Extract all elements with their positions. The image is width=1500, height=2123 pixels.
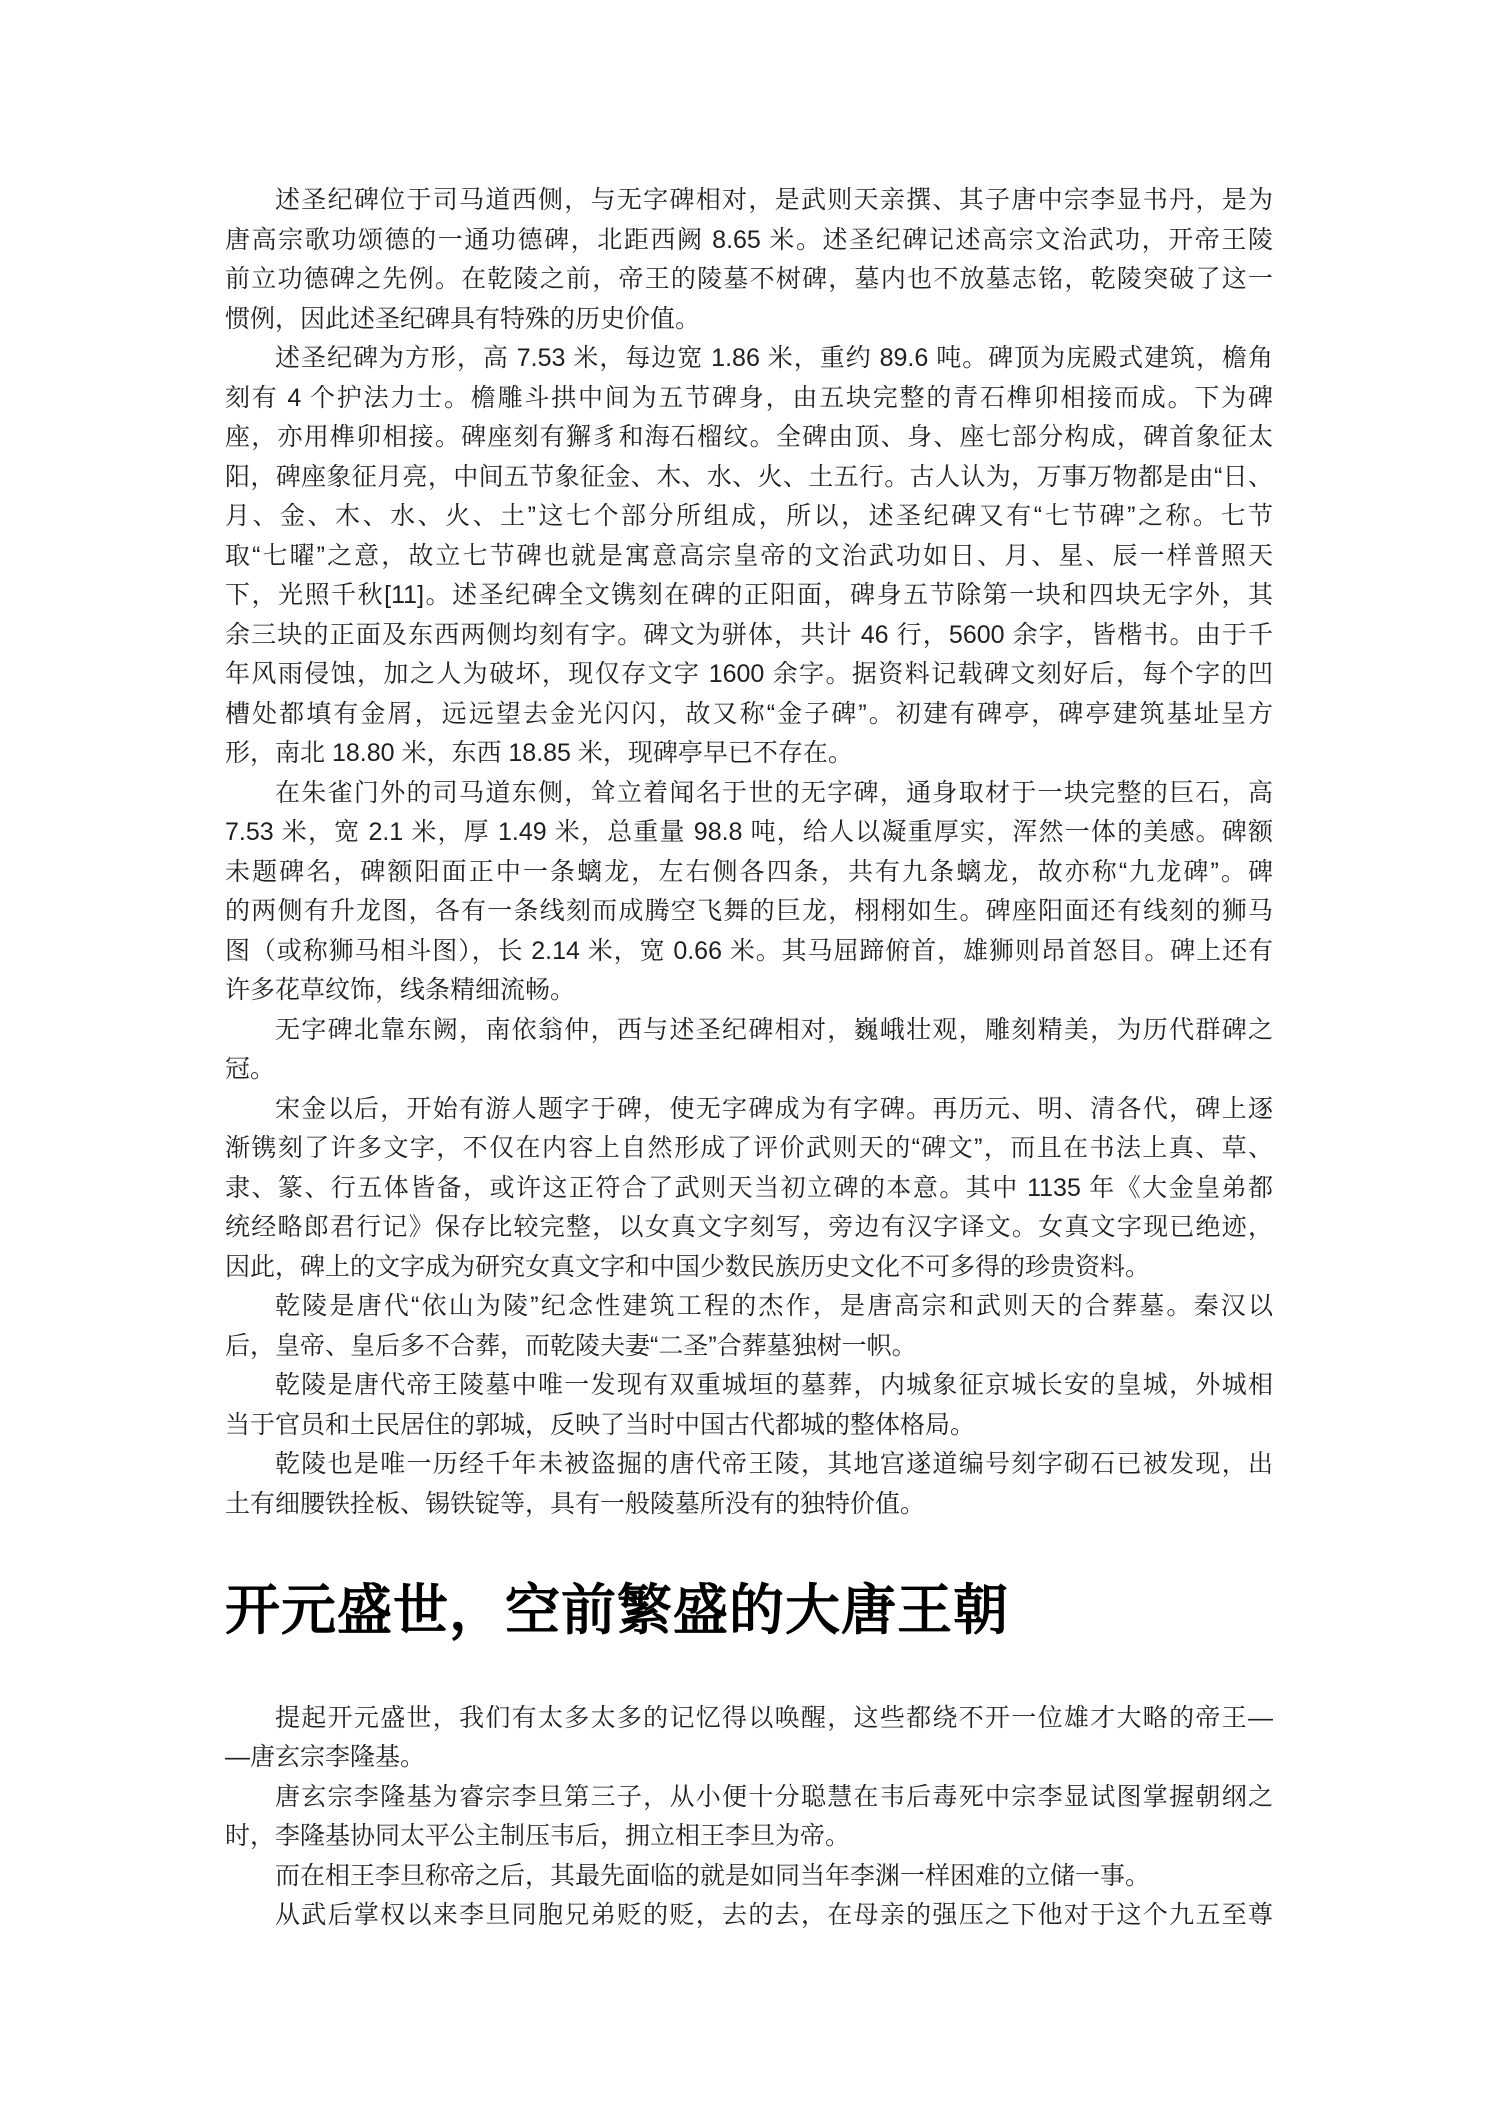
- paragraph: [225, 1699, 1273, 1778]
- text-line: 乾陵是唐代帝王陵墓中唯一发现有双重城垣的墓葬，内城象征京城长安的皇城，外城相: [275, 1371, 1273, 1399]
- text-line: 前立功德碑之先例。在乾陵之前，帝王的陵墓不树碑，墓内也不放墓志铭，乾陵突破了这一: [225, 265, 1273, 293]
- text-line: —唐玄宗李隆基。: [225, 1743, 426, 1771]
- paragraph: [225, 1896, 1273, 1936]
- text-line: 无字碑北靠东阙，南依翁仲，西与述圣纪碑相对，巍峨壮观，雕刻精美，为历代群碑之: [275, 1015, 1273, 1044]
- text-line: 冠。: [225, 1055, 276, 1083]
- text-line: 因此，碑上的文字成为研究女真文字和中国少数民族历史文化不可多得的珍贵资料。: [225, 1252, 1151, 1281]
- text-line: 乾陵也是唯一历经千年未被盗掘的唐代帝王陵，其地宫遂道编号刻字砌石已被发现，出: [275, 1450, 1273, 1478]
- text-line: 年风雨侵蚀，加之人为破坏，现仅存文字 1600 余字。据资料记载碑文刻好后，每个字的凹: [225, 660, 1273, 688]
- text-line: 土有细腰铁拴板、锡铁锭等，具有一般陵墓所没有的独特价值。: [225, 1489, 926, 1518]
- paragraph: [225, 181, 1273, 339]
- text-line: 而在相王李旦称帝之后，其最先面临的就是如同当年李渊一样困难的立储一事。: [275, 1861, 1151, 1890]
- text-line: 7.53 米，宽 2.1 米，厚 1.49 米，总重量 98.8 吨，给人以凝重厚实，浑然一体的美感。碑额: [225, 818, 1273, 846]
- text-line: 乾陵是唐代“依山为陵”纪念性建筑工程的杰作，是唐高宗和武则天的合葬墓。秦汉以: [275, 1292, 1273, 1320]
- paragraph: [225, 1366, 1273, 1445]
- text-line: 下，光照千秋[11]。述圣纪碑全文镌刻在碑的正阳面，碑身五节除第一块和四块无字外，其: [225, 581, 1273, 609]
- text-line: 的两侧有升龙图，各有一条线刻而成腾空飞舞的巨龙，栩栩如生。碑座阳面还有线刻的狮马: [225, 897, 1273, 925]
- text-line: 述圣纪碑为方形，高 7.53 米，每边宽 1.86 米，重约 89.6 吨。碑顶为庑殿式建筑，檐角: [275, 344, 1273, 372]
- text-line: 述圣纪碑位于司马道西侧，与无字碑相对，是武则天亲撰、其子唐中宗李显书丹，是为: [275, 186, 1273, 214]
- text-line: 从武后掌权以来李旦同胞兄弟贬的贬，去的去，在母亲的强压之下他对于这个九五至尊: [275, 1901, 1273, 1929]
- text-line: 惯例，因此述圣纪碑具有特殊的历史价值。: [225, 304, 701, 333]
- page-text-content: [225, 181, 1273, 1936]
- paragraph: [225, 1778, 1273, 1857]
- text-line: 阳，碑座象征月亮，中间五节象征金、木、水、火、土五行。古人认为，万事万物都是由“日、: [225, 462, 1273, 491]
- paragraph: [225, 339, 1273, 774]
- paragraph: [225, 1287, 1273, 1366]
- text-line: 宋金以后，开始有游人题字于碑，使无字碑成为有字碑。再历元、明、清各代，碑上逐: [275, 1094, 1273, 1123]
- text-line: 余三块的正面及东西两侧均刻有字。碑文为骈体，共计 46 行，5600 余字，皆楷书。由于千: [225, 620, 1273, 649]
- text-line: 形，南北 18.80 米，东西 18.85 米，现碑亭早已不存在。: [225, 739, 853, 767]
- text-line: 座，亦用榫卯相接。碑座刻有獬豸和海石榴纹。全碑由顶、身、座七部分构成，碑首象征太: [225, 423, 1273, 451]
- text-line: 时，李隆基协同太平公主制压韦后，拥立相王李旦为帝。: [225, 1822, 851, 1850]
- text-line: 后，皇帝、皇后多不合葬，而乾陵夫妻“二圣”合葬墓独树一帜。: [225, 1331, 917, 1360]
- text-line: 图（或称狮马相斗图），长 2.14 米，宽 0.66 米。其马屈蹄俯首，雄狮则昂首怒目。碑上还有: [225, 936, 1273, 965]
- text-line: 取“七曜”之意，故立七节碑也就是寓意高宗皇帝的文治武功如日、月、星、辰一样普照天: [225, 541, 1273, 570]
- text-line: 在朱雀门外的司马道东侧，耸立着闻名于世的无字碑，通身取材于一块完整的巨石，高: [275, 778, 1273, 807]
- paragraph: [225, 1445, 1273, 1524]
- text-line: 唐高宗歌功颂德的一通功德碑，北距西阙 8.65 米。述圣纪碑记述高宗文治武功，开帝王陵: [225, 225, 1273, 254]
- paragraph: [225, 774, 1273, 1011]
- text-line: 统经略郎君行记》保存比较完整，以女真文字刻写，旁边有汉字译文。女真文字现已绝迹，: [225, 1213, 1273, 1241]
- text-line: 未题碑名，碑额阳面正中一条螭龙，左右侧各四条，共有九条螭龙，故亦称“九龙碑”。碑: [225, 857, 1273, 886]
- text-line: 刻有 4 个护法力士。檐雕斗拱中间为五节碑身，由五块完整的青石榫卯相接而成。下为碑: [225, 383, 1273, 412]
- paragraph: [225, 1090, 1273, 1288]
- text-line: 当于官员和土民居住的郭城，反映了当时中国古代都城的整体格局。: [225, 1410, 976, 1439]
- text-line: 许多花草纹饰，线条精细流畅。: [225, 976, 576, 1004]
- paragraph: [225, 1857, 1273, 1897]
- paragraph: [225, 1011, 1273, 1090]
- text-line: 月、金、木、水、火、土”这七个部分所组成，所以，述圣纪碑又有“七节碑”之称。七节: [225, 502, 1273, 530]
- text-line: 渐镌刻了许多文字，不仅在内容上自然形成了评价武则天的“碑文”，而且在书法上真、草、: [225, 1134, 1273, 1162]
- text-line: 唐玄宗李隆基为睿宗李旦第三子，从小便十分聪慧在韦后毒死中宗李显试图掌握朝纲之: [275, 1782, 1273, 1811]
- section-heading: 开元盛世，空前繁盛的大唐王朝: [225, 1579, 1010, 1641]
- text-line: 槽处都填有金屑，远远望去金光闪闪，故又称“金子碑”。初建有碑亭，碑亭建筑基址呈方: [225, 699, 1273, 728]
- text-line: 提起开元盛世，我们有太多太多的记忆得以唤醒，这些都绕不开一位雄才大略的帝王—: [275, 1703, 1273, 1732]
- text-line: 隶、篆、行五体皆备，或许这正符合了武则天当初立碑的本意。其中 1135 年《大金皇弟都: [225, 1173, 1273, 1202]
